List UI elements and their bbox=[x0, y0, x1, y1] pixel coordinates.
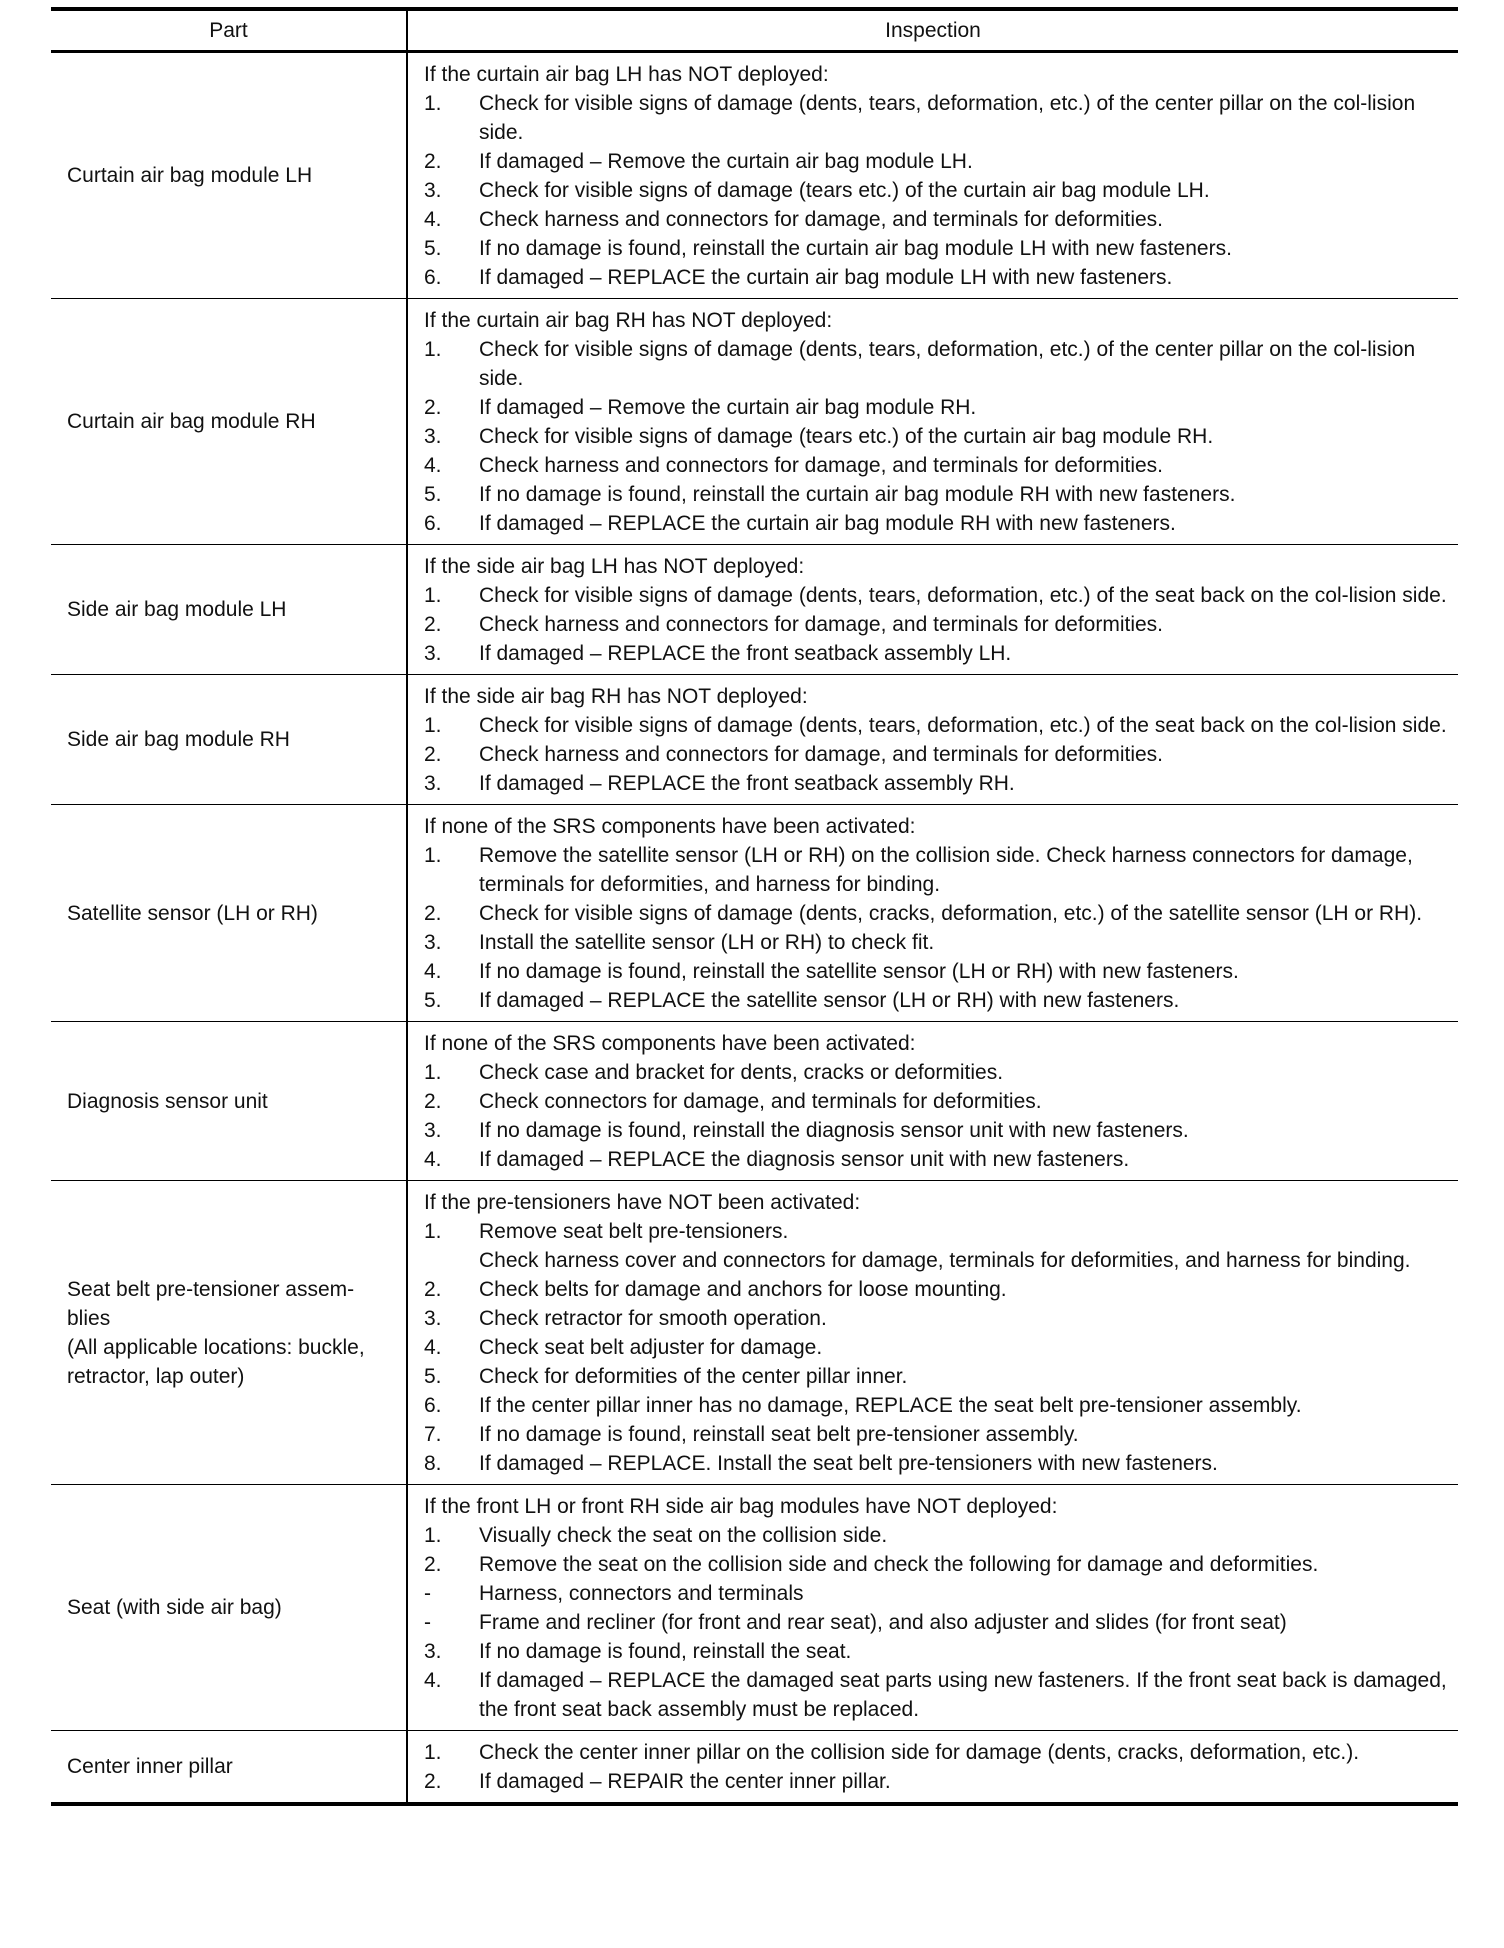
inspection-step bbox=[424, 639, 1450, 668]
inspection-step bbox=[424, 1420, 1450, 1449]
step-number: 2. bbox=[424, 613, 442, 636]
part-cell bbox=[51, 545, 407, 675]
step-text: Check for visible signs of damage (dents, cracks, deformation, etc.) of the satellite sensor (LH or RH). bbox=[479, 902, 1423, 925]
step-text: If damaged – REPLACE the diagnosis sensor unit with new fasteners. bbox=[479, 1148, 1130, 1171]
step-number: 7. bbox=[424, 1423, 442, 1446]
step-text: If damaged – REPAIR the center inner pillar. bbox=[479, 1770, 891, 1793]
step-text: Check harness and connectors for damage, and terminals for deformities. bbox=[479, 743, 1164, 766]
table-row bbox=[51, 545, 1458, 675]
inspection-cell bbox=[407, 1731, 1458, 1805]
inspection-intro: If the curtain air bag RH has NOT deployed: bbox=[424, 309, 833, 332]
step-text: Frame and recliner (for front and rear seat), and also adjuster and slides (for front seat) bbox=[479, 1611, 1287, 1634]
inspection-step bbox=[424, 711, 1450, 740]
step-text: If damaged – REPLACE the front seatback assembly LH. bbox=[479, 642, 1012, 665]
inspection-cell bbox=[407, 1485, 1458, 1731]
table-row bbox=[51, 805, 1458, 1022]
inspection-step bbox=[424, 335, 1450, 393]
step-number: 5. bbox=[424, 1365, 442, 1388]
inspection-step bbox=[424, 1217, 1450, 1275]
inspection-step bbox=[424, 234, 1450, 263]
step-text: Visually check the seat on the collision side. bbox=[479, 1524, 888, 1547]
inspection-intro: If the front LH or front RH side air bag modules have NOT deployed: bbox=[424, 1495, 1058, 1518]
step-text: Check for deformities of the center pillar inner. bbox=[479, 1365, 908, 1388]
step-text: If the center pillar inner has no damage, REPLACE the seat belt pre-tensioner assembly. bbox=[479, 1394, 1302, 1417]
inspection-step bbox=[424, 422, 1450, 451]
part-name-line: Diagnosis sensor unit bbox=[67, 1089, 268, 1113]
inspection-step bbox=[424, 1116, 1450, 1145]
step-text: Check harness and connectors for damage, and terminals for deformities. bbox=[479, 454, 1164, 477]
inspection-intro: If the side air bag RH has NOT deployed: bbox=[424, 685, 808, 708]
inspection-step bbox=[424, 205, 1450, 234]
step-number: 2. bbox=[424, 743, 442, 766]
step-text: Install the satellite sensor (LH or RH) to check fit. bbox=[479, 931, 935, 954]
inspection-step bbox=[424, 1362, 1450, 1391]
inspection-step bbox=[424, 509, 1450, 538]
step-number: 2. bbox=[424, 1553, 442, 1576]
inspection-step bbox=[424, 393, 1450, 422]
part-cell bbox=[51, 1181, 407, 1485]
inspection-step bbox=[424, 610, 1450, 639]
step-text: Remove the seat on the collision side and check the following for damage and deformities. bbox=[479, 1553, 1319, 1576]
step-number: 6. bbox=[424, 266, 442, 289]
step-number: 3. bbox=[424, 179, 442, 202]
inspection-step bbox=[424, 89, 1450, 147]
inspection-step bbox=[424, 1767, 1450, 1796]
step-text: If no damage is found, reinstall the diagnosis sensor unit with new fasteners. bbox=[479, 1119, 1189, 1142]
step-number: 1. bbox=[424, 1524, 442, 1547]
inspection-step bbox=[424, 1449, 1450, 1478]
inspection-step bbox=[424, 957, 1450, 986]
step-text: Check connectors for damage, and terminals for deformities. bbox=[479, 1090, 1042, 1113]
step-text: If damaged – REPLACE the front seatback assembly RH. bbox=[479, 772, 1015, 795]
step-number: 2. bbox=[424, 902, 442, 925]
inspection-cell bbox=[407, 545, 1458, 675]
part-name-line: Side air bag module RH bbox=[67, 728, 290, 751]
table-row bbox=[51, 52, 1458, 299]
step-number: 1. bbox=[424, 1061, 442, 1084]
inspection-step bbox=[424, 1333, 1450, 1362]
table-row bbox=[51, 299, 1458, 545]
inspection-intro: If the side air bag LH has NOT deployed: bbox=[424, 555, 805, 578]
step-text: If damaged – REPLACE. Install the seat belt pre-tensioners with new fasteners. bbox=[479, 1452, 1218, 1475]
inspection-step bbox=[424, 1550, 1450, 1579]
part-cell bbox=[51, 675, 407, 805]
inspection-step bbox=[424, 1579, 1450, 1608]
part-cell bbox=[51, 805, 407, 1022]
step-text: If no damage is found, reinstall the satellite sensor (LH or RH) with new fasteners. bbox=[479, 960, 1239, 983]
step-text: If damaged – Remove the curtain air bag module LH. bbox=[479, 150, 973, 173]
step-number: 1. bbox=[424, 92, 442, 115]
step-number: 2. bbox=[424, 1278, 442, 1301]
step-text: Check the center inner pillar on the collision side for damage (dents, cracks, deformation, etc.). bbox=[479, 1741, 1360, 1764]
inspection-cell bbox=[407, 1022, 1458, 1181]
part-name-line: Satellite sensor (LH or RH) bbox=[67, 901, 318, 925]
part-cell bbox=[51, 1731, 407, 1805]
inspection-step bbox=[424, 986, 1450, 1015]
inspection-step bbox=[424, 841, 1450, 899]
step-text: Check for visible signs of damage (tears etc.) of the curtain air bag module LH. bbox=[479, 179, 1210, 202]
inspection-intro: If none of the SRS components have been activated: bbox=[424, 815, 916, 838]
inspection-step bbox=[424, 1608, 1450, 1637]
inspection-step bbox=[424, 928, 1450, 957]
step-text: Check belts for damage and anchors for loose mounting. bbox=[479, 1278, 1007, 1301]
step-number: 1. bbox=[424, 714, 442, 737]
step-text: If no damage is found, reinstall the curtain air bag module LH with new fasteners. bbox=[479, 237, 1232, 260]
inspection-step bbox=[424, 1058, 1450, 1087]
table-row bbox=[51, 675, 1458, 805]
inspection-step bbox=[424, 263, 1450, 292]
step-text: Check for visible signs of damage (dents, tears, deformation, etc.) of the seat back on the col-lision side. bbox=[479, 584, 1447, 607]
step-number: 3. bbox=[424, 642, 442, 665]
step-number: 4. bbox=[424, 1669, 442, 1692]
table-row bbox=[51, 1731, 1458, 1805]
step-number: 4. bbox=[424, 454, 442, 477]
inspection-cell bbox=[407, 805, 1458, 1022]
inspection-cell bbox=[407, 299, 1458, 545]
step-text: If no damage is found, reinstall seat belt pre-tensioner assembly. bbox=[479, 1423, 1079, 1446]
header-inspection: Inspection bbox=[407, 9, 1458, 52]
step-number: 3. bbox=[424, 772, 442, 795]
step-text: Check case and bracket for dents, cracks or deformities. bbox=[479, 1061, 1004, 1084]
step-number: 2. bbox=[424, 150, 442, 173]
step-number: 4. bbox=[424, 1148, 442, 1171]
step-text: If damaged – REPLACE the damaged seat parts using new fasteners. If the front seat back is damaged, the front seat back assembly must be replaced. bbox=[479, 1669, 1447, 1721]
step-number: 1. bbox=[424, 1741, 442, 1764]
step-number: 3. bbox=[424, 1307, 442, 1330]
step-number: 5. bbox=[424, 237, 442, 260]
step-number: 1. bbox=[424, 338, 442, 361]
inspection-step bbox=[424, 1145, 1450, 1174]
inspection-intro: If none of the SRS components have been activated: bbox=[424, 1032, 916, 1055]
step-number: 5. bbox=[424, 483, 442, 506]
part-cell bbox=[51, 1485, 407, 1731]
inspection-step bbox=[424, 1087, 1450, 1116]
part-cell bbox=[51, 52, 407, 299]
part-name-line: Seat belt pre-tensioner assem-blies bbox=[67, 1277, 355, 1330]
inspection-step bbox=[424, 147, 1450, 176]
step-number: 1. bbox=[424, 844, 442, 867]
step-number: 1. bbox=[424, 1220, 442, 1243]
step-number: 3. bbox=[424, 931, 442, 954]
part-name-line: Center inner pillar bbox=[67, 1755, 233, 1778]
step-text: If no damage is found, reinstall the seat. bbox=[479, 1640, 852, 1663]
step-number: 2. bbox=[424, 396, 442, 419]
step-text: If damaged – Remove the curtain air bag module RH. bbox=[479, 396, 977, 419]
table-row bbox=[51, 1485, 1458, 1731]
step-number: - bbox=[424, 1611, 431, 1634]
step-text: Remove the satellite sensor (LH or RH) on the collision side. Check harness connectors for damage, terminals for deformities, and harness for binding. bbox=[479, 844, 1413, 896]
step-text: If damaged – REPLACE the curtain air bag module RH with new fasteners. bbox=[479, 512, 1176, 535]
step-number: 8. bbox=[424, 1452, 442, 1475]
inspection-cell bbox=[407, 1181, 1458, 1485]
inspection-step bbox=[424, 451, 1450, 480]
part-cell bbox=[51, 1022, 407, 1181]
step-text: Check for visible signs of damage (dents, tears, deformation, etc.) of the center pillar on the col-lision side. bbox=[479, 338, 1416, 390]
header-part: Part bbox=[51, 9, 407, 52]
inspection-step bbox=[424, 1391, 1450, 1420]
part-name-line: Curtain air bag module RH bbox=[67, 410, 316, 433]
inspection-cell bbox=[407, 675, 1458, 805]
step-text: Check for visible signs of damage (dents, tears, deformation, etc.) of the center pillar on the col-lision side. bbox=[479, 92, 1416, 144]
inspection-step bbox=[424, 769, 1450, 798]
inspection-step bbox=[424, 1738, 1450, 1767]
step-text: If damaged – REPLACE the satellite sensor (LH or RH) with new fasteners. bbox=[479, 989, 1180, 1012]
header-row bbox=[51, 9, 1458, 52]
step-text: Remove seat belt pre-tensioners. Check harness cover and connectors for damage, terminals for deformities, and harness for binding. bbox=[479, 1220, 1411, 1272]
table-row bbox=[51, 1022, 1458, 1181]
step-number: 4. bbox=[424, 960, 442, 983]
part-name-line: (All applicable locations: buckle, retractor, lap outer) bbox=[67, 1335, 365, 1388]
inspection-step bbox=[424, 480, 1450, 509]
step-number: 3. bbox=[424, 425, 442, 448]
part-cell bbox=[51, 299, 407, 545]
inspection-step bbox=[424, 740, 1450, 769]
inspection-cell bbox=[407, 52, 1458, 299]
step-number: - bbox=[424, 1582, 431, 1605]
step-text: If no damage is found, reinstall the curtain air bag module RH with new fasteners. bbox=[479, 483, 1236, 506]
inspection-step bbox=[424, 176, 1450, 205]
step-text: Check retractor for smooth operation. bbox=[479, 1307, 827, 1330]
inspection-step bbox=[424, 1304, 1450, 1333]
inspection-intro: If the curtain air bag LH has NOT deployed: bbox=[424, 63, 829, 86]
step-text: Check for visible signs of damage (tears etc.) of the curtain air bag module RH. bbox=[479, 425, 1214, 448]
table-row bbox=[51, 1181, 1458, 1485]
part-name-line: Side air bag module LH bbox=[67, 598, 287, 621]
step-number: 6. bbox=[424, 512, 442, 535]
inspection-step bbox=[424, 581, 1450, 610]
part-name-line: Seat (with side air bag) bbox=[67, 1596, 282, 1619]
step-number: 3. bbox=[424, 1119, 442, 1142]
step-number: 6. bbox=[424, 1394, 442, 1417]
inspection-step bbox=[424, 1521, 1450, 1550]
step-number: 3. bbox=[424, 1640, 442, 1663]
inspection-intro: If the pre-tensioners have NOT been activated: bbox=[424, 1191, 861, 1214]
step-number: 1. bbox=[424, 584, 442, 607]
inspection-table bbox=[51, 7, 1458, 1806]
step-text: If damaged – REPLACE the curtain air bag module LH with new fasteners. bbox=[479, 266, 1173, 289]
inspection-step bbox=[424, 1275, 1450, 1304]
step-number: 2. bbox=[424, 1090, 442, 1113]
step-number: 2. bbox=[424, 1770, 442, 1793]
step-number: 4. bbox=[424, 208, 442, 231]
step-text: Check seat belt adjuster for damage. bbox=[479, 1336, 823, 1359]
step-number: 4. bbox=[424, 1336, 442, 1359]
step-text: Check harness and connectors for damage, and terminals for deformities. bbox=[479, 613, 1164, 636]
step-number: 5. bbox=[424, 989, 442, 1012]
inspection-step bbox=[424, 1637, 1450, 1666]
table-body bbox=[51, 52, 1458, 1805]
step-text: Harness, connectors and terminals bbox=[479, 1582, 804, 1605]
part-name-line: Curtain air bag module LH bbox=[67, 164, 313, 187]
step-text: Check harness and connectors for damage, and terminals for deformities. bbox=[479, 208, 1164, 231]
inspection-step bbox=[424, 899, 1450, 928]
inspection-step bbox=[424, 1666, 1450, 1724]
step-text: Check for visible signs of damage (dents, tears, deformation, etc.) of the seat back on the col-lision side. bbox=[479, 714, 1447, 737]
